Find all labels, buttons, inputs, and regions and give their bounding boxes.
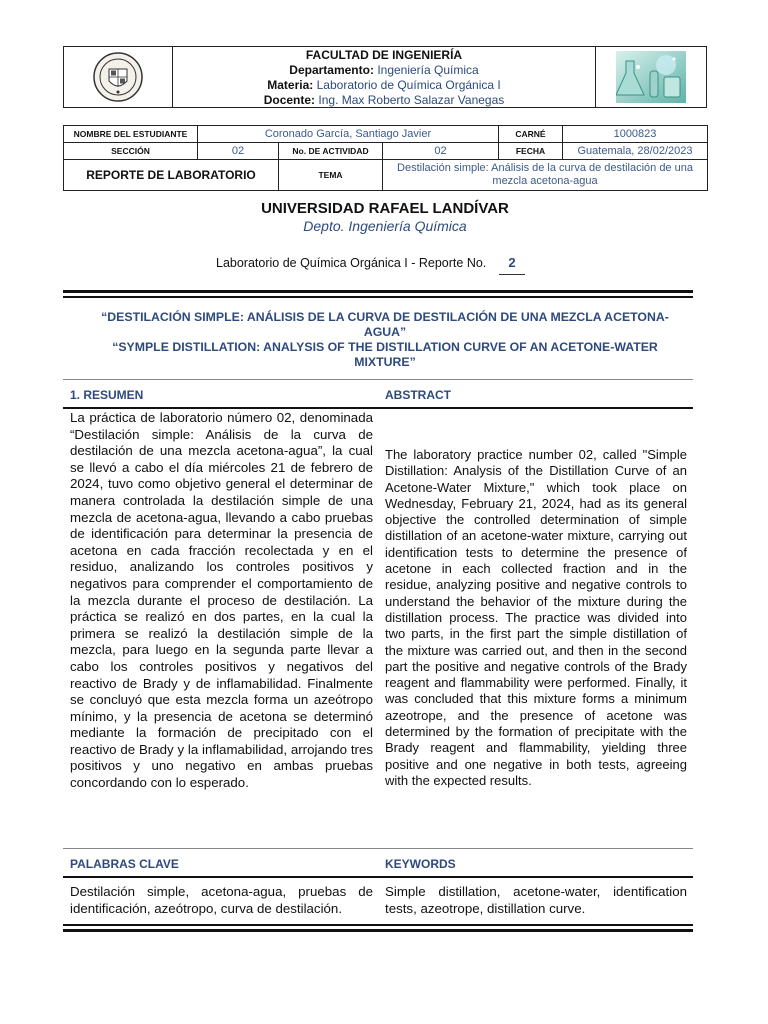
topic-label: TEMA — [279, 160, 383, 191]
divider-top-thin — [63, 296, 693, 298]
university-dept: Depto. Ingeniería Química — [303, 218, 467, 234]
keywords-en-heading: KEYWORDS — [385, 857, 456, 871]
divider-bottom-thick — [63, 929, 693, 932]
divider-top-thick — [63, 290, 693, 293]
activity-label: No. DE ACTIVIDAD — [279, 143, 383, 160]
resumen-heading: 1. RESUMEN — [70, 388, 144, 402]
report-number: 2 — [499, 255, 525, 275]
report-line: Laboratorio de Química Orgánica I - Reporte No. — [216, 256, 487, 270]
student-info-table — [63, 125, 708, 191]
department-value: Ingeniería Química — [377, 63, 479, 77]
section-rule-3 — [63, 848, 693, 849]
course-value: Laboratorio de Química Orgánica I — [316, 78, 501, 92]
teacher-value: Ing. Max Roberto Salazar Vanegas — [318, 93, 505, 107]
section-label: SECCIÓN — [64, 143, 198, 160]
teacher-label: Docente: — [263, 93, 316, 107]
title-en-line2: MIXTURE” — [354, 355, 416, 369]
report-label: REPORTE DE LABORATORIO — [64, 160, 279, 191]
student-value: Coronado García, Santiago Javier — [198, 126, 499, 143]
section-rule-2 — [63, 407, 693, 409]
header-box — [63, 46, 707, 108]
date-label: FECHA — [499, 143, 563, 160]
university-seal-icon — [92, 51, 144, 103]
university-block — [63, 200, 707, 234]
divider-bottom-thin — [63, 924, 693, 926]
section-value: 02 — [198, 143, 279, 160]
abstract-text: The laboratory practice number 02, called "Simple Distillation: Analysis of the Distillation Curve of an Acetone-Water Mixture," which took place on Wednesday, February 21, 2024, had as its general objective the controlled determination of simple distillation of an acetone-water mixture, carrying out identification tests to determine the presence of acetone in each collected fraction and in the residue, analyzing positive and negative controls to understand the behavior of the mixture during the distillation process. The practice was divided into two parts, in the first part the simple distillation of the mixture was carried out, and then in the second part the positive and negative controls of the Brady reagent and flammability were performed. Finally, it was concluded that this mixture forms a minimum azeotrope, and the presence of acetone was determined by the formation of precipitate with the Brady reagent and flammability, yielding three positive and one negative in both tests, agreeing with the expected results. — [385, 447, 687, 788]
university-name: UNIVERSIDAD RAFAEL LANDÍVAR — [261, 200, 509, 217]
section-rule-4 — [63, 876, 693, 878]
lab-image-cell — [595, 47, 706, 107]
activity-value: 02 — [383, 143, 499, 160]
title-es-line2: AGUA” — [363, 325, 407, 339]
keywords-es-heading: PALABRAS CLAVE — [70, 857, 179, 871]
faculty-title: FACULTAD DE INGENIERÍA — [305, 48, 463, 62]
abstract-heading: ABSTRACT — [385, 388, 451, 402]
topic-value: Destilación simple: Análisis de la curva de destilación de una mezcla acetona-agua — [383, 160, 708, 191]
course-label: Materia: — [267, 78, 314, 92]
section-rule-1 — [63, 379, 693, 380]
title-en-line1: “SYMPLE DISTILLATION: ANALYSIS OF THE DISTILLATION CURVE OF AN ACETONE-WATER — [112, 340, 658, 354]
id-label: CARNÉ — [499, 126, 563, 143]
seal-cell — [64, 47, 173, 107]
title-es-line1: “DESTILACIÓN SIMPLE: ANÁLISIS DE LA CURVA DE DESTILACIÓN DE UNA MEZCLA ACETONA- — [101, 310, 669, 324]
header-text — [172, 47, 596, 108]
keywords-es-text: Destilación simple, acetona-agua, pruebas de identificación, azeótropo, curva de destilación. — [70, 884, 373, 916]
department-label: Departamento: — [289, 63, 374, 77]
paper-title — [63, 310, 707, 370]
resumen-text: La práctica de laboratorio número 02, denominada “Destilación simple: Análisis de la curva de destilación de una mezcla acetona-agua”, la cual se llevó a cabo el día miércoles 21 de febrero de 2024, tuvo como objetivo general el determinar de manera controlada la destilación simple de una mezcla de acetona-agua, llevando a cabo pruebas de identificación para determinar la presencia de acetona en cada fracción recolectada y en el residuo, analizando los controles positivos y negativos para comprender el comportamiento de la mezcla durante el proceso de destilación. La práctica se realizó en dos partes, en la cual la primera se realizó la destilación simple de la mezcla, para luego en la segunda parte llevar a cabo los controles positivos y negativos del reactivo de Brady y de inflamabilidad. Finalmente se concluyó que esta mezcla forma un azeótropo mínimo, y la presencia de acetona se determinó mediante la formación de precipitado con el reactivo de Brady y la inflamabilidad, arrojando tres positivos y uno negativo en ambas pruebas concordando con lo esperado. — [70, 410, 373, 791]
keywords-en-text: Simple distillation, acetone-water, identification tests, azeotrope, distillation curve. — [385, 884, 687, 916]
student-label: NOMBRE DEL ESTUDIANTE — [64, 126, 198, 143]
date-value: Guatemala, 28/02/2023 — [563, 143, 708, 160]
id-value: 1000823 — [563, 126, 708, 143]
lab-glassware-image — [616, 51, 686, 103]
